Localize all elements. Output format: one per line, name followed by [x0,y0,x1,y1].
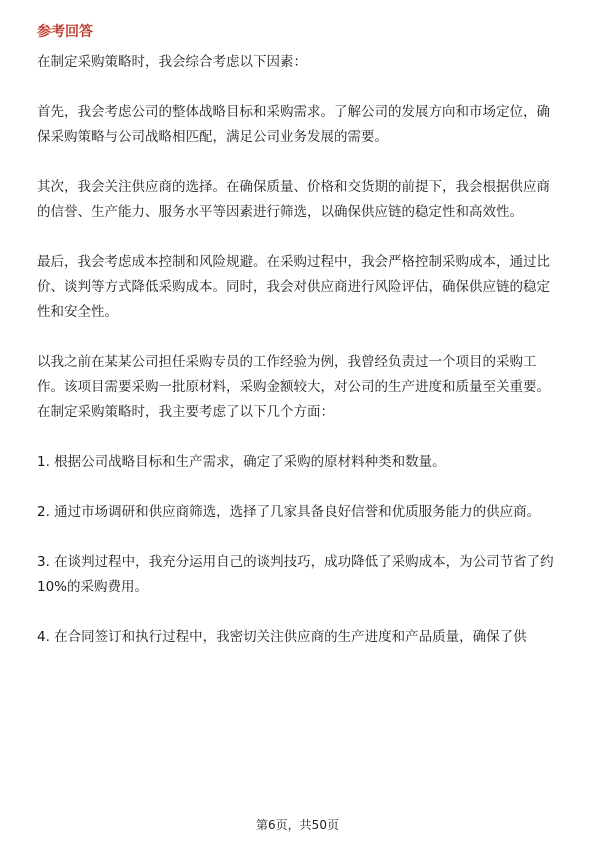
list-item-2: 2. 通过市场调研和供应商筛选，选择了几家具备良好信誉和优质服务能力的供应商。 [37,504,541,520]
paragraph-first: 首先，我会考虑公司的整体战略目标和采购需求。了解公司的发展方向和市场定位，确保采购策略与公司战略相匹配，满足公司业务发展的需要。 [37,104,550,145]
section-heading: 参考回答 [37,24,93,40]
list-item-3: 3. 在谈判过程中，我充分运用自己的谈判技巧，成功降低了采购成本，为公司节省了约10%的采购费用。 [37,554,554,595]
paragraph-example: 以我之前在某某公司担任采购专员的工作经验为例，我曾经负责过一个项目的采购工作。该项目需要采购一批原材料，采购金额较大，对公司的生产进度和质量至关重要。在制定采购策略时，我主要考虑了以下几个方面： [37,354,550,420]
answer-section [37,20,561,650]
paragraph-intro: 在制定采购策略时，我会综合考虑以下因素： [37,54,307,70]
list-item-1: 1. 根据公司战略目标和生产需求，确定了采购的原材料种类和数量。 [37,454,446,470]
paragraph-second: 其次，我会关注供应商的选择。在确保质量、价格和交货期的前提下，我会根据供应商的信誉、生产能力、服务水平等因素进行筛选，以确保供应链的稳定性和高效性。 [37,179,550,220]
paragraph-last: 最后，我会考虑成本控制和风险规避。在采购过程中，我会严格控制采购成本，通过比价、谈判等方式降低采购成本。同时，我会对供应商进行风险评估，确保供应链的稳定性和安全性。 [37,254,550,320]
list-item-4: 4. 在合同签订和执行过程中，我密切关注供应商的生产进度和产品质量，确保了供 [37,629,527,645]
page-number: 第6页，共50页 [256,818,339,832]
